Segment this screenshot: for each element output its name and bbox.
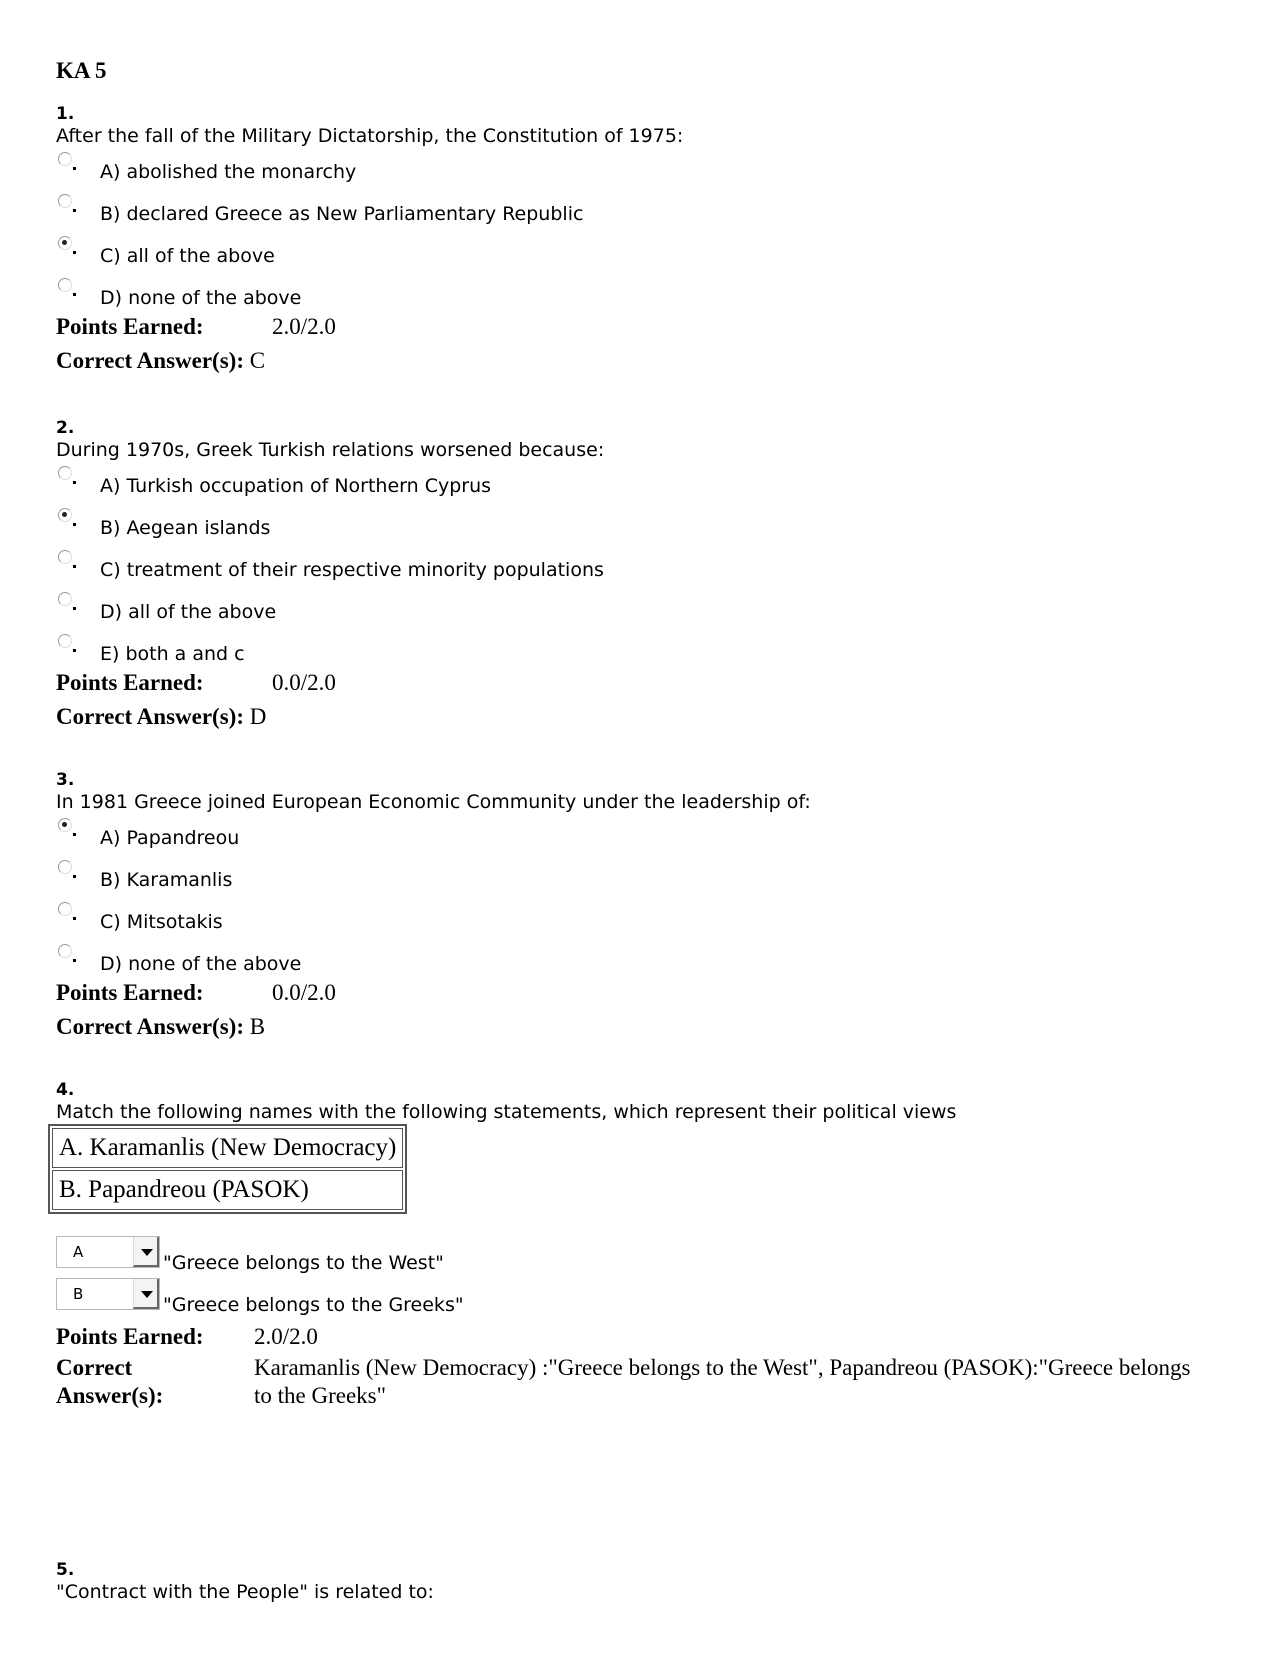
points-earned-label: Points Earned: (56, 670, 204, 695)
correct-answer-value: C (249, 348, 266, 373)
question-text: "Contract with the People" is related to: (56, 1581, 434, 1603)
option-a[interactable] (56, 816, 1236, 858)
option-label: B) declared Greece as New Parliamentary Republic (100, 203, 584, 225)
correct-answer-value: Karamanlis (New Democracy) :"Greece belongs to the West", Papandreou (PASOK):"Greece belongs to the Greeks" (254, 1355, 1191, 1408)
question-number: 4. (56, 1080, 75, 1100)
points-value: 2.0/2.0 (272, 314, 336, 339)
option-label: C) Mitsotakis (100, 911, 223, 933)
points-value: 0.0/2.0 (272, 980, 336, 1005)
question-3 (56, 770, 1236, 1044)
question-number: 1. (56, 104, 75, 124)
match-table (48, 1124, 407, 1214)
question-text: After the fall of the Military Dictatorship, the Constitution of 1975: (56, 125, 684, 147)
radio-button[interactable] (58, 466, 72, 480)
question-text: During 1970s, Greek Turkish relations worsened because: (56, 439, 605, 461)
points-earned (56, 1320, 1236, 1354)
radio-button-selected[interactable] (58, 508, 72, 522)
option-label: D) none of the above (100, 287, 302, 309)
question-text: Match the following names with the following statements, which represent their political views (56, 1101, 957, 1123)
option-label: C) all of the above (100, 245, 275, 267)
option-label: A) Turkish occupation of Northern Cyprus (100, 475, 492, 497)
question-text: In 1981 Greece joined European Economic Community under the leadership of: (56, 791, 811, 813)
question-number: 2. (56, 418, 75, 438)
correct-answer-label: Correct Answer(s): (56, 704, 244, 729)
select-value: B (73, 1285, 84, 1303)
chevron-down-icon[interactable] (133, 1237, 159, 1267)
match-row-1 (56, 1236, 1236, 1278)
radio-button[interactable] (58, 634, 72, 648)
option-label: D) all of the above (100, 601, 277, 623)
match-item-b: B. Papandreou (PASOK) (52, 1170, 403, 1210)
chevron-down-icon[interactable] (133, 1279, 159, 1309)
match-select-2[interactable] (56, 1278, 160, 1310)
points-earned-label: Points Earned: (56, 980, 204, 1005)
option-a[interactable] (56, 464, 1236, 506)
question-5 (56, 1560, 1236, 1606)
option-label: E) both a and c (100, 643, 245, 665)
correct-answer (56, 1010, 1236, 1044)
option-c[interactable] (56, 900, 1236, 942)
correct-answer-label: Correct Answer(s): (56, 1355, 164, 1408)
option-c[interactable] (56, 234, 1236, 276)
radio-button[interactable] (58, 194, 72, 208)
match-item-a: A. Karamanlis (New Democracy) (52, 1128, 403, 1168)
question-2 (56, 418, 1236, 734)
radio-button[interactable] (58, 592, 72, 606)
correct-answer (56, 344, 1236, 378)
radio-button[interactable] (58, 152, 72, 166)
correct-answer-label: Correct Answer(s): (56, 1014, 244, 1039)
points-earned (56, 976, 1236, 1010)
points-earned-label: Points Earned: (56, 314, 204, 339)
points-earned (56, 310, 1236, 344)
points-value: 2.0/2.0 (254, 1324, 318, 1349)
radio-button[interactable] (58, 278, 72, 292)
match-row-2 (56, 1278, 1236, 1320)
option-label: D) none of the above (100, 953, 302, 975)
question-4 (56, 1080, 1236, 1414)
option-b[interactable] (56, 506, 1236, 548)
option-label: A) Papandreou (100, 827, 240, 849)
option-label: B) Aegean islands (100, 517, 271, 539)
radio-button[interactable] (58, 944, 72, 958)
question-number: 3. (56, 770, 75, 790)
radio-button[interactable] (58, 860, 72, 874)
page-title: KA 5 (56, 58, 107, 83)
option-label: A) abolished the monarchy (100, 161, 357, 183)
option-b[interactable] (56, 858, 1236, 900)
match-statement: "Greece belongs to the West" (163, 1252, 444, 1274)
option-d[interactable] (56, 942, 1236, 976)
correct-answer (56, 700, 1236, 734)
correct-answer (56, 1354, 1236, 1414)
match-select-1[interactable] (56, 1236, 160, 1268)
option-b[interactable] (56, 192, 1236, 234)
points-earned-label: Points Earned: (56, 1324, 204, 1349)
points-earned (56, 666, 1236, 700)
option-label: C) treatment of their respective minority populations (100, 559, 604, 581)
radio-button[interactable] (58, 902, 72, 916)
points-value: 0.0/2.0 (272, 670, 336, 695)
option-c[interactable] (56, 548, 1236, 590)
option-e[interactable] (56, 632, 1236, 666)
correct-answer-value: B (249, 1014, 266, 1039)
question-1 (56, 104, 1236, 378)
option-a[interactable] (56, 150, 1236, 192)
radio-button-selected[interactable] (58, 236, 72, 250)
select-value: A (73, 1243, 84, 1261)
question-number: 5. (56, 1560, 75, 1580)
match-statement: "Greece belongs to the Greeks" (163, 1294, 464, 1316)
radio-button-selected[interactable] (58, 818, 72, 832)
correct-answer-label: Correct Answer(s): (56, 348, 244, 373)
option-d[interactable] (56, 276, 1236, 310)
option-d[interactable] (56, 590, 1236, 632)
option-label: B) Karamanlis (100, 869, 233, 891)
radio-button[interactable] (58, 550, 72, 564)
correct-answer-value: D (249, 704, 267, 729)
